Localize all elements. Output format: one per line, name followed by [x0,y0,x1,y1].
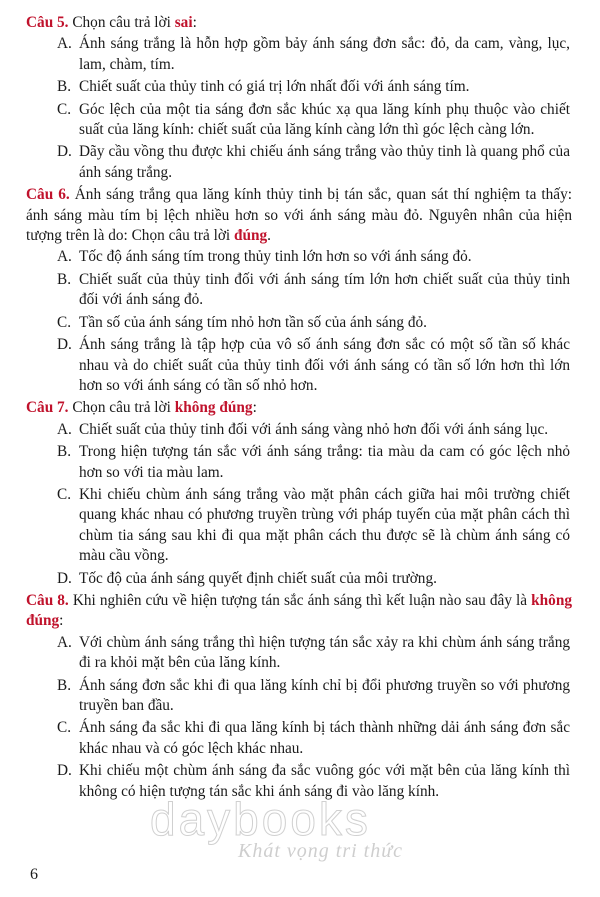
question-prompt-text: Chọn câu trả lời [72,399,171,417]
question-label: Câu 5. [26,14,69,31]
option-list [26,633,572,802]
option-text: Với chùm ánh sáng trắng thì hiện tượng tán sắc xảy ra khi chùm ánh sáng trắng đi ra khỏi mặt bên của lăng kính. [79,633,570,672]
option-letter: C. [57,313,72,331]
option-letter: B. [57,78,72,96]
question-list [26,13,572,804]
option-text: Tốc độ của ánh sáng quyết định chiết suất của môi trường. [79,569,437,587]
option-text: Ánh sáng đa sắc khi đi qua lăng kính bị tách thành những dải ánh sáng đơn sắc khác nhau và có góc lệch khác nhau. [79,719,570,757]
option-text: Chiết suất của thủy tinh có giá trị lớn nhất đối với ánh sáng tím. [79,78,470,96]
option-letter: B. [57,443,72,461]
option-d [26,335,572,396]
question-5-prompt [26,13,572,33]
question-prompt-end: . [267,227,271,245]
option-letter: D. [57,569,72,587]
option-letter: C. [57,100,72,118]
watermark-slogan: Khát vọng tri thức [238,840,404,862]
question-7 [26,398,572,589]
option-d [26,569,572,589]
option-text: Tốc độ ánh sáng tím trong thủy tinh lớn hơn so với ánh sáng đỏ. [79,248,472,266]
option-letter: D. [57,336,72,354]
question-prompt-end: : [59,612,64,630]
option-d [26,142,572,183]
question-prompt-end: : [192,14,197,31]
question-prompt-text: Khi nghiên cứu về hiện tượng tán sắc ánh sáng thì kết luận nào sau đây là [72,591,528,609]
option-a [26,420,572,440]
option-letter: B. [57,676,72,694]
option-letter: C. [57,485,72,503]
question-label: Câu 7. [26,399,69,417]
option-letter: D. [57,762,72,780]
question-label: Câu 8. [26,591,69,609]
question-keyword: sai [174,14,193,31]
option-a [26,247,572,267]
option-b [26,676,572,717]
option-letter: A. [57,35,72,53]
question-6 [26,185,572,396]
question-prompt-text: Ánh sáng trắng qua lăng kính thủy tinh bị tán sắc, quan sát thí nghiệm ta thấy: ánh sáng màu tím bị lệch nhiều hơn so với ánh sáng màu đỏ. Nguyên nhân của hiện tượng trên là do: Chọn câu trả lời [26,186,572,245]
option-list [26,420,572,589]
option-d [26,761,572,802]
option-letter: A. [57,633,72,651]
option-text: Trong hiện tượng tán sắc với ánh sáng trắng: tia màu da cam có góc lệch nhỏ hơn so với tia màu lam. [79,443,570,481]
option-text: Chiết suất của thủy tinh đối với ánh sáng vàng nhỏ hơn đối với ánh sáng lục. [79,420,549,438]
question-prompt-end: : [252,399,257,417]
question-8-prompt [26,591,572,632]
option-letter: D. [57,143,72,161]
option-c [26,313,572,333]
option-text: Ánh sáng đơn sắc khi đi qua lăng kính chỉ bị đổi phương truyền so với phương truyền ban đầu. [79,676,570,714]
option-text: Chiết suất của thủy tinh đối với ánh sáng tím lớn hơn chiết suất của thủy tinh đối với ánh sáng đỏ. [79,270,570,309]
question-6-prompt [26,185,572,246]
question-7-prompt [26,398,572,418]
option-text: Dãy cầu vồng thu được khi chiếu ánh sáng trắng vào thủy tinh là quang phổ của ánh sáng trắng. [79,143,570,181]
option-c [26,100,572,141]
option-text: Tần số của ánh sáng tím nhỏ hơn tần số của ánh sáng đỏ. [79,313,427,331]
option-text: Góc lệch của một tia sáng đơn sắc khúc xạ qua lăng kính phụ thuộc vào chiết suất của lăng kính: chiết suất của lăng kính càng lớn thì góc lệch càng lớn. [79,100,570,139]
question-prompt-text: Chọn câu trả lời [72,14,171,31]
option-c [26,485,572,567]
question-label: Câu 6. [26,186,70,204]
option-list [26,247,572,396]
option-c [26,718,572,759]
option-letter: A. [57,420,72,438]
question-keyword: đúng [234,227,268,245]
page-number: 6 [30,866,38,883]
question-8 [26,591,572,802]
option-text: Khi chiếu chùm ánh sáng trắng vào mặt phân cách giữa hai môi trường chiết quang khác nhau có phương truyền trùng với pháp tuyến của mặt phân cách thì chùm tia sáng sau khi đi qua mặt phân cách thu được sẽ là chùm ánh sáng có màu cầu vồng. [79,485,570,565]
question-keyword: không đúng [174,399,253,417]
option-a [26,633,572,674]
question-5 [26,13,572,183]
option-b [26,77,572,97]
option-text: Khi chiếu một chùm ánh sáng đa sắc vuông góc với mặt bên của lăng kính thì không có hiện tượng tán sắc khi ánh sáng đi vào lăng kính. [79,762,570,800]
option-b [26,270,572,311]
question-keyword: không đúng [26,591,572,630]
option-letter: C. [57,719,72,737]
watermark-brand: daybooks [150,793,371,845]
option-letter: B. [57,270,72,288]
option-list [26,34,572,183]
option-text: Ánh sáng trắng là hỗn hợp gồm bảy ánh sáng đơn sắc: đỏ, da cam, vàng, lục, lam, chàm, tím. [79,35,570,73]
option-text: Ánh sáng trắng là tập hợp của vô số ánh sáng đơn sắc có một số tần số khác nhau và do chiết suất của thủy tinh đối với ánh sáng có tần số lớn hơn thì lớn hơn so với ánh sáng có tần số nhỏ hơn. [79,336,570,394]
option-letter: A. [57,248,72,266]
option-a [26,34,572,75]
option-b [26,442,572,483]
